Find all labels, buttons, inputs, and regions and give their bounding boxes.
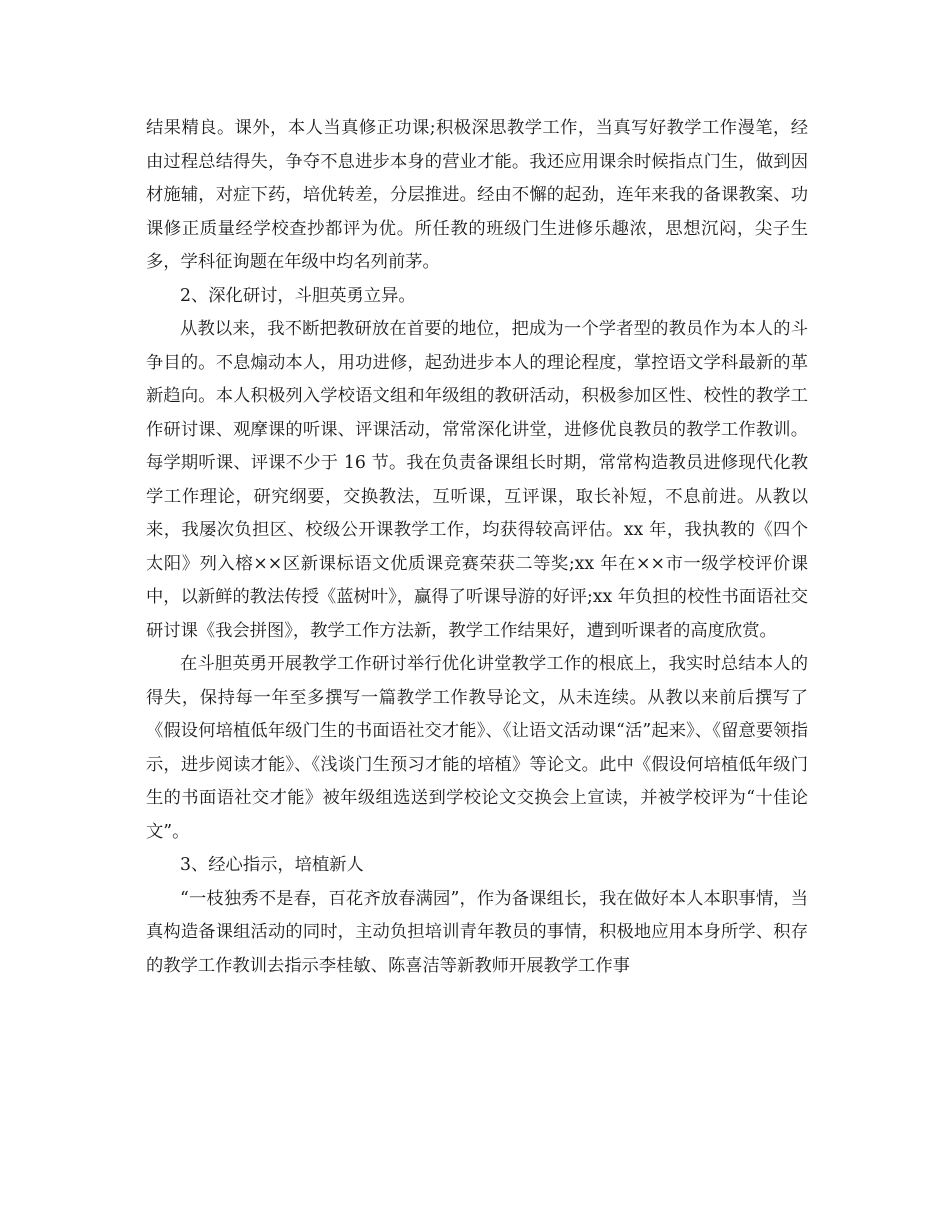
section-heading-2: 2、深化研讨，斗胆英勇立异。 [180, 285, 416, 306]
section-heading-3: 3、经心指示，培植新人 [180, 855, 364, 875]
paragraph-papers: 在斗胆英勇开展教学工作研讨举行优化讲堂教学工作的根底上，我实时总结本人的得失，保持每一年至多撰写一篇教学工作教导论文，从未连续。从教以来前后撰写了《假设何培植低年级门生的书面语社交才能》、《让语文活动课“活”起来》、《留意要领指示，进步阅读才能》、《浅谈门生预习才能的培植》等论文。此中《假设何培植低年级门生的书面语社交才能》被年级组选送到学校论文交换会上宣读，并被学校评为“十佳论文”。 [146, 654, 808, 842]
paragraph-teaching-research: 从教以来，我不断把教研放在首要的地位，把成为一个学者型的教员作为本人的斗争目的。不息煽动本人，用功进修，起劲进步本人的理论程度，掌控语文学科最新的革新趋向。本人积极列入学校语文组和年级组的教研活动，积极参加区性、校性的教学工作研讨课、观摩课的听课、评课活动，常常深化讲堂，进修优良教员的教学工作教训。每学期听课、评课不少于 16 节。我在负责备课组长时期，常常构造教员进修现代化教学工作理论，研究纲要，交换教法，互听课，互评课，取长补短，不息前进。从教以来，我屡次负担区、校级公开课教学工作，均获得较高评估。xx 年，我执教的《四个太阳》列入榕××区新课标语文优质课竞赛荣获二等奖;xx 年在××市一级学校评价课中，以新鲜的教法传授《蓝树叶》，赢得了听课导游的好评;xx 年负担的校性书面语社交研讨课《我会拼图》，教学工作方法新，教学工作结果好，遭到听课者的高度欣赏。 [146, 319, 808, 641]
document-body [146, 112, 808, 983]
paragraph-continued: 结果精良。课外，本人当真修正功课;积极深思教学工作，当真写好教学工作漫笔，经由过程总结得失，争夺不息进步本身的营业才能。我还应用课余时候指点门生，做到因材施辅，对症下药，培优转差，分层推进。经由不懈的起劲，连年来我的备课教案、功课修正质量经学校查抄都评为优。所任教的班级门生进修乐趣浓，思想沉闷，尖子生多，学科征询题在年级中均名列前茅。 [146, 118, 808, 272]
paragraph-mentoring: “一枝独秀不是春，百花齐放春满园”，作为备课组长，我在做好本人本职事情，当真构造备课组活动的同时，主动负担培训青年教员的事情，积极地应用本身所学、积存的教学工作教训去指示李桂敏、陈喜洁等新教师开展教学工作事 [146, 888, 808, 976]
